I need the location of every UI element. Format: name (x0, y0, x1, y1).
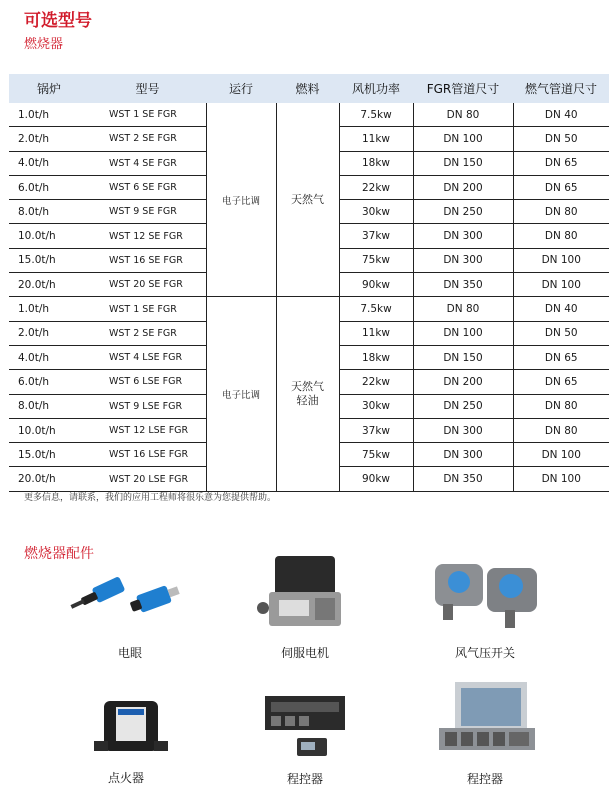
cell-boiler: 6.0t/h (9, 175, 89, 199)
cell-model: WST 9 LSE FGR (89, 394, 206, 418)
flame-sensor-icon (70, 560, 190, 636)
page-title: 可选型号 (24, 11, 92, 31)
cell-fgr-pipe: DN 250 (413, 200, 513, 224)
cell-fgr-pipe: DN 300 (413, 418, 513, 442)
accessory-label: 电眼 (117, 646, 142, 660)
cell-operation: 电子比调 (206, 103, 276, 297)
cell-fan-power: 7.5kw (339, 297, 413, 321)
cell-model: WST 2 SE FGR (89, 127, 206, 151)
table-row (9, 103, 609, 127)
model-table (9, 74, 609, 492)
cell-gas-pipe: DN 100 (513, 443, 609, 467)
col-header-boiler: 锅炉 (9, 74, 89, 103)
cell-fgr-pipe: DN 80 (413, 297, 513, 321)
accessory-label: 伺服电机 (280, 646, 329, 660)
accessory-servo-motor (225, 552, 385, 661)
cell-boiler: 2.0t/h (9, 127, 89, 151)
cell-fgr-pipe: DN 200 (413, 370, 513, 394)
cell-model: WST 9 SE FGR (89, 200, 206, 224)
accessory-label: 程控器 (286, 772, 323, 786)
cell-boiler: 4.0t/h (9, 151, 89, 175)
cell-gas-pipe: DN 65 (513, 345, 609, 369)
contact-note: 更多信息，请联系，我们的应用工程师将很乐意为您提供帮助。 (24, 493, 277, 503)
cell-boiler: 8.0t/h (9, 394, 89, 418)
cell-fan-power: 22kw (339, 370, 413, 394)
accessory-burner-controller (225, 694, 385, 787)
cell-boiler: 1.0t/h (9, 297, 89, 321)
cell-boiler: 15.0t/h (9, 443, 89, 467)
igniter-icon (66, 697, 186, 761)
cell-model: WST 6 SE FGR (89, 175, 206, 199)
cell-gas-pipe: DN 80 (513, 224, 609, 248)
cell-fuel (276, 103, 339, 297)
table-header-row (9, 74, 609, 103)
cell-model: WST 12 LSE FGR (89, 418, 206, 442)
servo-motor-icon (245, 552, 365, 636)
col-header-operation: 运行 (206, 74, 276, 103)
cell-gas-pipe: DN 100 (513, 248, 609, 272)
accessory-label: 程控器 (466, 772, 503, 786)
cell-boiler: 20.0t/h (9, 467, 89, 491)
cell-boiler: 10.0t/h (9, 418, 89, 442)
cell-fgr-pipe: DN 100 (413, 321, 513, 345)
cell-gas-pipe: DN 80 (513, 200, 609, 224)
cell-fgr-pipe: DN 200 (413, 175, 513, 199)
cell-fan-power: 11kw (339, 127, 413, 151)
cell-fan-power: 18kw (339, 151, 413, 175)
cell-gas-pipe: DN 50 (513, 127, 609, 151)
cell-model: WST 20 LSE FGR (89, 467, 206, 491)
cell-fgr-pipe: DN 250 (413, 394, 513, 418)
cell-boiler: 20.0t/h (9, 273, 89, 297)
cell-model: WST 2 SE FGR (89, 321, 206, 345)
cell-gas-pipe: DN 100 (513, 467, 609, 491)
cell-boiler: 4.0t/h (9, 345, 89, 369)
col-header-gas-pipe: 燃气管道尺寸 (513, 74, 609, 103)
accessory-label: 风气压开关 (454, 646, 515, 660)
cell-gas-pipe: DN 40 (513, 297, 609, 321)
accessories-title: 燃烧器配件 (24, 546, 94, 562)
cell-fan-power: 75kw (339, 443, 413, 467)
table-body (9, 103, 609, 491)
cell-model: WST 4 LSE FGR (89, 345, 206, 369)
cell-fgr-pipe: DN 300 (413, 443, 513, 467)
cell-gas-pipe: DN 65 (513, 370, 609, 394)
cell-model: WST 4 SE FGR (89, 151, 206, 175)
cell-fan-power: 22kw (339, 175, 413, 199)
cell-gas-pipe: DN 100 (513, 273, 609, 297)
cell-fan-power: 75kw (339, 248, 413, 272)
col-header-fuel: 燃料 (276, 74, 339, 103)
cell-model: WST 1 SE FGR (89, 297, 206, 321)
cell-model: WST 6 LSE FGR (89, 370, 206, 394)
cell-gas-pipe: DN 50 (513, 321, 609, 345)
cell-fgr-pipe: DN 350 (413, 467, 513, 491)
col-header-model: 型号 (89, 74, 206, 103)
cell-boiler: 6.0t/h (9, 370, 89, 394)
cell-fan-power: 90kw (339, 273, 413, 297)
cell-boiler: 1.0t/h (9, 103, 89, 127)
fuel-type: 轻油 (296, 394, 319, 408)
cell-model: WST 20 SE FGR (89, 273, 206, 297)
cell-gas-pipe: DN 80 (513, 394, 609, 418)
cell-fan-power: 18kw (339, 345, 413, 369)
cell-fgr-pipe: DN 300 (413, 224, 513, 248)
cell-fgr-pipe: DN 100 (413, 127, 513, 151)
accessory-label: 点火器 (107, 771, 144, 785)
cell-boiler: 10.0t/h (9, 224, 89, 248)
cell-fan-power: 90kw (339, 467, 413, 491)
cell-fan-power: 30kw (339, 394, 413, 418)
col-header-fan-power: 风机功率 (339, 74, 413, 103)
accessory-igniter (46, 697, 206, 786)
cell-fuel (276, 297, 339, 491)
page-subtitle: 燃烧器 (24, 37, 64, 52)
cell-fgr-pipe: DN 150 (413, 151, 513, 175)
cell-fgr-pipe: DN 350 (413, 273, 513, 297)
cell-model: WST 1 SE FGR (89, 103, 206, 127)
cell-fgr-pipe: DN 150 (413, 345, 513, 369)
cell-boiler: 8.0t/h (9, 200, 89, 224)
col-header-fgr-pipe: FGR管道尺寸 (413, 74, 513, 103)
cell-gas-pipe: DN 40 (513, 103, 609, 127)
accessory-flame-sensor (50, 560, 210, 661)
cell-model: WST 12 SE FGR (89, 224, 206, 248)
cell-model: WST 16 SE FGR (89, 248, 206, 272)
fuel-type: 天然气 (291, 380, 324, 394)
accessory-pressure-switch (405, 556, 565, 661)
pressure-switch-icon (425, 556, 545, 636)
fuel-type: 天然气 (291, 192, 324, 206)
cell-boiler: 15.0t/h (9, 248, 89, 272)
cell-boiler: 2.0t/h (9, 321, 89, 345)
cell-gas-pipe: DN 65 (513, 151, 609, 175)
burner-controller-icon (245, 694, 365, 762)
cell-fan-power: 37kw (339, 418, 413, 442)
cell-fgr-pipe: DN 300 (413, 248, 513, 272)
plc-controller-icon (425, 680, 545, 762)
cell-gas-pipe: DN 65 (513, 175, 609, 199)
cell-fan-power: 37kw (339, 224, 413, 248)
table-row (9, 297, 609, 321)
cell-fgr-pipe: DN 80 (413, 103, 513, 127)
cell-fan-power: 7.5kw (339, 103, 413, 127)
accessory-plc-controller (405, 680, 565, 787)
cell-fan-power: 30kw (339, 200, 413, 224)
cell-fan-power: 11kw (339, 321, 413, 345)
cell-model: WST 16 LSE FGR (89, 443, 206, 467)
cell-gas-pipe: DN 80 (513, 418, 609, 442)
cell-operation: 电子比调 (206, 297, 276, 491)
